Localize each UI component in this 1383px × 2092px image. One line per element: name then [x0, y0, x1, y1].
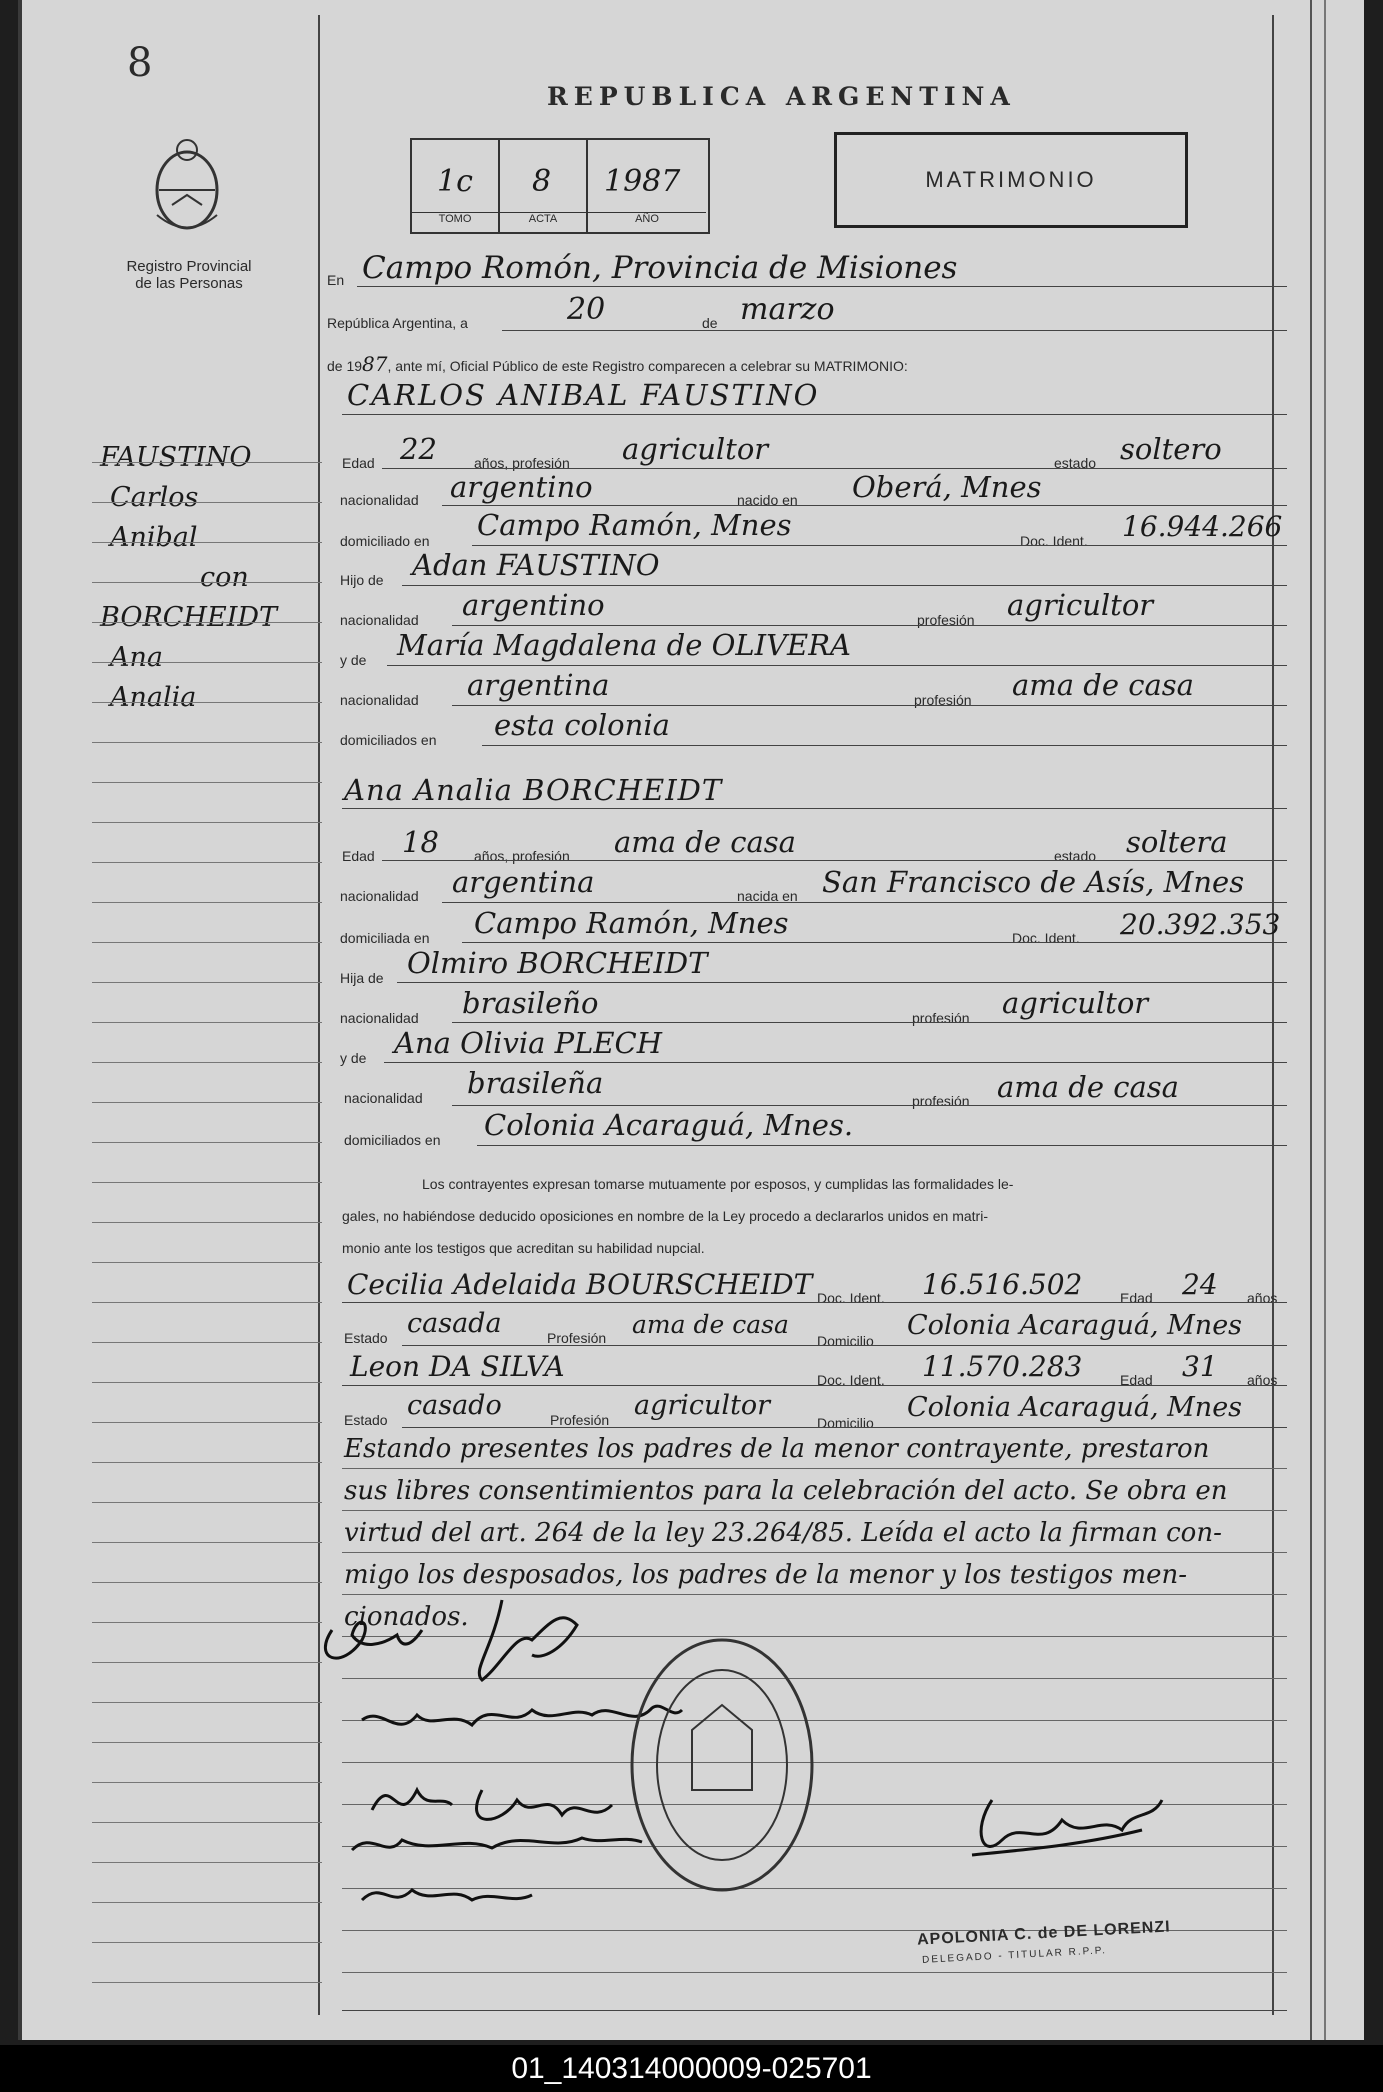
groom-father-profession: agricultor: [1007, 588, 1154, 622]
bride-name-rule: [342, 808, 1287, 809]
label: Profesión: [550, 1412, 610, 1428]
footer-id-bar: 01_140314000009-025701: [0, 2045, 1383, 2092]
document-page: [18, 0, 1364, 2040]
place-rule: [357, 286, 1287, 287]
margin-rule: [92, 1662, 322, 1663]
acta-value: 8: [532, 164, 552, 199]
ano-label: AÑO: [588, 212, 706, 225]
margin-rule: [92, 982, 322, 983]
signatures-area: [302, 1590, 1262, 1930]
label: Edad: [342, 848, 375, 864]
label: Doc. Ident.: [1012, 930, 1080, 946]
bride-age: 18: [402, 825, 439, 859]
margin-rule: [92, 1502, 322, 1503]
signature-groom: [325, 1622, 422, 1658]
notes-line: cionados.: [344, 1602, 469, 1632]
label: profesión: [917, 612, 975, 628]
label: Edad: [342, 455, 375, 471]
label: domiciliados en: [344, 1132, 441, 1148]
label: Domicilio: [817, 1415, 874, 1431]
date-rule: [502, 330, 1287, 331]
groom-father: Adan FAUSTINO: [412, 548, 660, 582]
row-rule: [402, 585, 1287, 586]
month-value: marzo: [740, 292, 835, 327]
row-rule: [384, 1062, 1287, 1063]
label: Domicilio: [817, 1333, 874, 1349]
page-binding: [1310, 0, 1326, 2040]
margin-rule: [92, 1822, 322, 1823]
row-rule: [452, 705, 1287, 706]
witness2-address: Colonia Acaraguá, Mnes: [907, 1392, 1243, 1423]
bride-father: Olmiro BORCHEIDT: [407, 946, 708, 980]
margin-name: Analia: [110, 682, 197, 713]
margin-rule: [92, 502, 322, 503]
de-label: de: [702, 315, 718, 331]
notes-line: Estando presentes los padres de la menor contrayente, prestaron: [344, 1434, 1210, 1464]
margin-rule: [92, 1382, 322, 1383]
margin-rule: [92, 742, 322, 743]
tomo-value: 1c: [437, 164, 473, 199]
label: profesión: [912, 1093, 970, 1109]
label: Hija de: [340, 970, 384, 986]
row-rule: [482, 745, 1287, 746]
margin-rule: [92, 1342, 322, 1343]
label: Hijo de: [340, 572, 384, 588]
notes-line: virtud del art. 264 de la ley 23.264/85. Leída el acto la firman con-: [344, 1518, 1222, 1548]
official-stamp-title: DELEGADO - TITULAR R.P.P.: [921, 1945, 1108, 1966]
record-number-box: [410, 138, 710, 234]
margin-rule: [92, 1022, 322, 1023]
signature-bride-father: [362, 1706, 682, 1725]
label: nacionalidad: [340, 1010, 419, 1026]
signature-bride-mother: [352, 1790, 642, 1850]
groom-age: 22: [400, 432, 437, 466]
label: y de: [340, 1050, 367, 1066]
groom-mother-profession: ama de casa: [1012, 668, 1194, 702]
margin-rule: [92, 1782, 322, 1783]
margin-name: Ana: [110, 642, 163, 673]
margin-rule: [92, 1982, 322, 1983]
margin-rule: [92, 1422, 322, 1423]
margin-name: FAUSTINO: [100, 442, 252, 473]
margin-rule: [92, 1062, 322, 1063]
right-margin-line: [1272, 15, 1274, 2015]
label: Estado: [344, 1412, 388, 1428]
row-rule: [477, 1145, 1287, 1146]
witness1-document: 16.516.502: [922, 1268, 1083, 1301]
margin-rule: [92, 942, 322, 943]
label: Doc. Ident.: [1020, 533, 1088, 549]
tomo-cell: [412, 140, 500, 232]
bride-mother: Ana Olivia PLECH: [394, 1026, 663, 1060]
label: años: [1247, 1372, 1278, 1388]
bride-birthplace: San Francisco de Asís, Mnes: [822, 865, 1245, 899]
row-rule: [442, 505, 1287, 506]
margin-rule: [92, 1262, 322, 1263]
bride-civil-status: soltera: [1126, 825, 1228, 859]
label: nacida en: [737, 888, 798, 904]
margin-rule: [92, 542, 322, 543]
row-rule: [442, 902, 1287, 903]
margin-rule: [92, 1942, 322, 1943]
label: Estado: [344, 1330, 388, 1346]
margin-rule: [92, 1902, 322, 1903]
notes-rule: [342, 1972, 1287, 1973]
row-rule: [462, 942, 1287, 943]
place-value: Campo Romón, Provincia de Misiones: [362, 250, 958, 286]
label: profesión: [914, 692, 972, 708]
signature-witness: [362, 1890, 532, 1900]
groom-father-nationality: argentino: [462, 588, 605, 622]
label: nacionalidad: [340, 888, 419, 904]
margin-rule: [92, 902, 322, 903]
label: estado: [1054, 848, 1097, 864]
day-value: 20: [567, 292, 606, 327]
margin-names: [100, 438, 277, 718]
acta-cell: [500, 140, 588, 232]
margin-rule: [92, 1542, 322, 1543]
de19-label: de 19: [327, 358, 363, 374]
witness1-age: 24: [1182, 1268, 1218, 1301]
label: Edad: [1120, 1290, 1153, 1306]
margin-rule: [92, 822, 322, 823]
margin-name: Anibal: [110, 522, 198, 553]
registry-line-2: de las Personas: [135, 275, 243, 292]
tomo-label: TOMO: [412, 212, 498, 225]
witness1-profession: ama de casa: [632, 1310, 789, 1339]
groom-name-rule: [342, 414, 1287, 415]
ano-value: 1987: [604, 164, 681, 199]
notes-line: sus libres consentimientos para la celebración del acto. Se obra en: [344, 1476, 1228, 1506]
declaration-line: gales, no habiéndose deducido oposiciones en nombre de la Ley procedo a declararlos unidos en matri-: [342, 1208, 988, 1224]
row-rule: [342, 1302, 1287, 1303]
row-rule: [452, 1105, 1287, 1106]
notes-rule: [342, 1552, 1287, 1553]
groom-mother-nationality: argentina: [467, 668, 610, 702]
witness2-civil-status: casado: [407, 1390, 502, 1421]
witness1-name: Cecilia Adelaida BOURSCHEIDT: [347, 1268, 813, 1301]
witness1-civil-status: casada: [407, 1308, 502, 1339]
margin-rule: [92, 462, 322, 463]
acta-label: ACTA: [500, 212, 586, 225]
bride-document: 20.392.353: [1120, 908, 1281, 941]
margin-rule: [92, 862, 322, 863]
row-rule: [472, 545, 1287, 546]
notes-rule: [342, 1468, 1287, 1469]
bride-nationality: argentina: [452, 865, 595, 899]
label: Doc. Ident.: [817, 1372, 885, 1388]
bride-father-nationality: brasileño: [462, 986, 599, 1020]
margin-name: Carlos: [110, 482, 199, 513]
signature-bride: [479, 1600, 577, 1680]
label: nacionalidad: [340, 492, 419, 508]
witness1-address: Colonia Acaraguá, Mnes: [907, 1310, 1243, 1341]
row-rule: [452, 625, 1287, 626]
row-rule: [402, 1345, 1287, 1346]
signature-official: [972, 1800, 1162, 1855]
groom-civil-status: soltero: [1120, 432, 1222, 466]
republica-label: República Argentina, a: [327, 315, 468, 331]
label: y de: [340, 652, 367, 668]
label: nacionalidad: [344, 1090, 423, 1106]
row-rule: [342, 1385, 1287, 1386]
label: nacionalidad: [340, 692, 419, 708]
ano-cell: [588, 140, 706, 232]
margin-rule: [92, 1302, 322, 1303]
declaration-line: monio ante los testigos que acreditan su habilidad nupcial.: [342, 1240, 705, 1256]
bride-father-profession: agricultor: [1002, 986, 1149, 1020]
margin-rule: [92, 1222, 322, 1223]
declaration-text: [342, 1168, 1284, 1264]
registry-name: [114, 258, 264, 292]
groom-birthplace: Oberá, Mnes: [852, 470, 1042, 504]
bride-address: Campo Ramón, Mnes: [474, 906, 789, 940]
bride-mother-nationality: brasileña: [467, 1066, 604, 1100]
margin-rule: [92, 622, 322, 623]
bride-parents-address: Colonia Acaraguá, Mnes.: [484, 1108, 854, 1142]
label: domiciliada en: [340, 930, 430, 946]
record-type-box: MATRIMONIO: [834, 132, 1188, 228]
label: años, profesión: [474, 848, 570, 864]
margin-name: BORCHEIDT: [100, 602, 278, 633]
label: nacido en: [737, 492, 798, 508]
label: Edad: [1120, 1372, 1153, 1388]
groom-name: CARLOS ANIBAL FAUSTINO: [347, 378, 820, 412]
margin-rule: [92, 582, 322, 583]
row-rule: [387, 665, 1287, 666]
bride-name: Ana Analia BORCHEIDT: [344, 773, 723, 807]
groom-document: 16.944.266: [1122, 510, 1283, 543]
document-title: REPUBLICA ARGENTINA: [547, 82, 1016, 111]
label: profesión: [912, 1010, 970, 1026]
witness2-age: 31: [1182, 1350, 1218, 1383]
margin-rule: [92, 702, 322, 703]
margin-rule: [92, 1742, 322, 1743]
margin-rule: [92, 1582, 322, 1583]
intro-sentence: [327, 352, 908, 376]
notes-line: migo los desposados, los padres de la menor y los testigos men-: [344, 1560, 1188, 1590]
margin-rule: [92, 1622, 322, 1623]
bride-profession: ama de casa: [614, 825, 796, 859]
page-number: 8: [127, 40, 153, 86]
official-seal: [632, 1640, 812, 1890]
row-rule: [382, 860, 1287, 861]
label: estado: [1054, 455, 1097, 471]
official-stamp-name: APOLONIA C. de DE LORENZI: [916, 1918, 1171, 1949]
year-suffix: 87: [362, 352, 388, 376]
groom-mother: María Magdalena de OLIVERA: [397, 628, 851, 662]
row-rule: [397, 982, 1287, 983]
label: domiciliados en: [340, 732, 437, 748]
label: domiciliado en: [340, 533, 430, 549]
margin-rule: [92, 1462, 322, 1463]
margin-rule: [92, 1702, 322, 1703]
margin-rule: [92, 1182, 322, 1183]
margin-rule: [92, 662, 322, 663]
margin-name: con: [200, 562, 249, 593]
row-rule: [452, 1022, 1287, 1023]
row-rule: [382, 468, 1287, 469]
notes-rule: [342, 1510, 1287, 1511]
label: Profesión: [547, 1330, 607, 1346]
intro-text: , ante mí, Oficial Público de este Registro comparecen a celebrar su MATRIMONIO:: [387, 358, 908, 374]
coat-of-arms-icon: [147, 135, 227, 240]
bride-mother-profession: ama de casa: [997, 1070, 1179, 1104]
label: nacionalidad: [340, 612, 419, 628]
declaration-line: Los contrayentes expresan tomarse mutuamente por esposos, y cumplidas las formalidades le-: [422, 1176, 1014, 1192]
label: años, profesión: [474, 455, 570, 471]
margin-rule: [92, 1142, 322, 1143]
groom-parents-address: esta colonia: [494, 708, 670, 742]
margin-rule: [92, 1102, 322, 1103]
witness2-document: 11.570.283: [922, 1350, 1083, 1383]
registry-line-1: Registro Provincial: [126, 258, 252, 275]
witness2-profession: agricultor: [634, 1390, 771, 1421]
en-label: En: [327, 272, 345, 288]
groom-address: Campo Ramón, Mnes: [477, 508, 792, 542]
groom-nationality: argentino: [450, 470, 593, 504]
margin-rule: [92, 782, 322, 783]
groom-profession: agricultor: [622, 432, 769, 466]
witness2-name: Leon DA SILVA: [350, 1350, 565, 1383]
label: Doc. Ident.: [817, 1290, 885, 1306]
bottom-rule: [342, 2010, 1287, 2011]
margin-rule: [92, 1862, 322, 1863]
label: años: [1247, 1290, 1278, 1306]
